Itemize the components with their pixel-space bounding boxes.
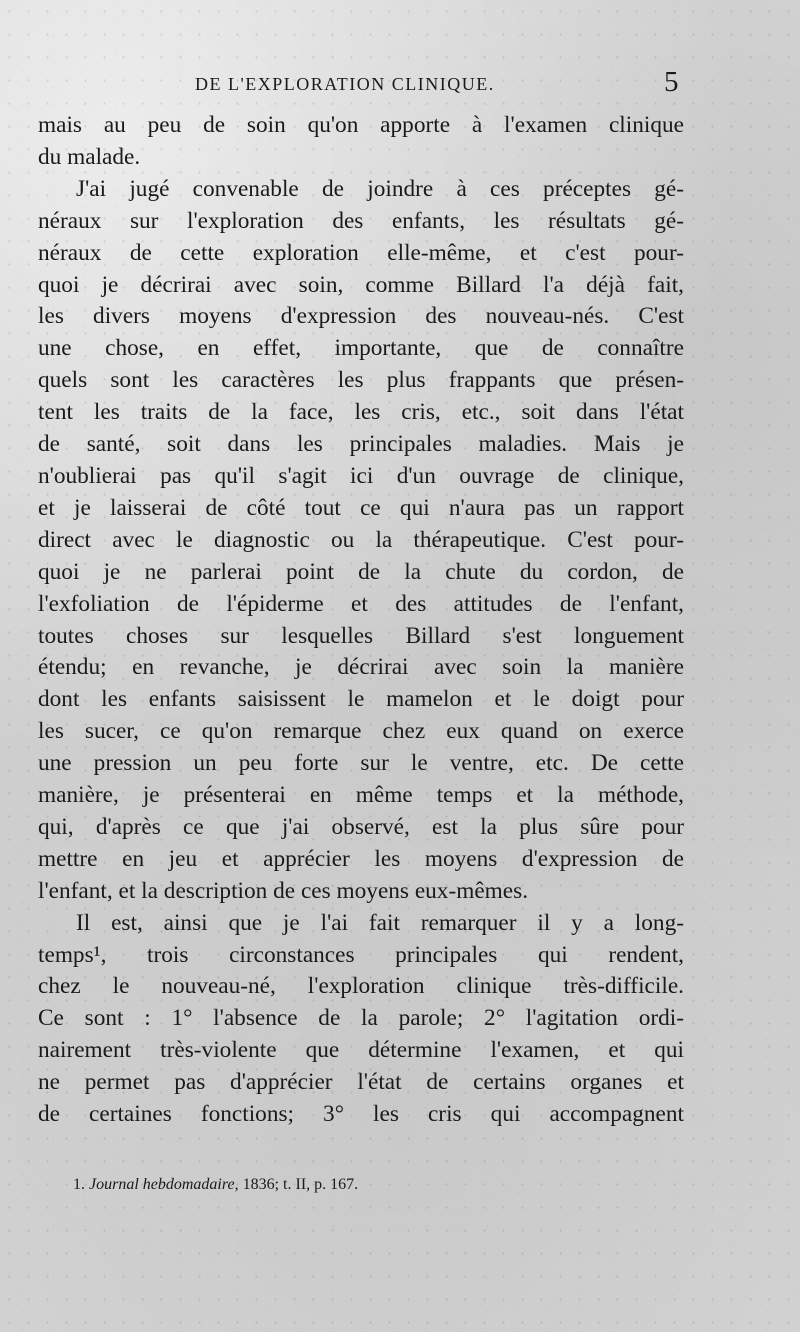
body-text [38,110,684,1131]
text-line: une pression un peu forte sur le ventre, etc. De cette [38,750,684,777]
paragraph-3 [38,908,684,1131]
paragraph-1 [38,110,684,174]
text-line: mettre en jeu et apprécier les moyens d'expression de [38,845,684,872]
text-line: néraux sur l'exploration des enfants, les résultats gé- [38,207,684,234]
text-line: une chose, en effet, importante, que de connaître [38,335,684,362]
text-line: l'exfoliation de l'épiderme et des attitudes de l'enfant, [38,590,684,617]
text-line: ne permet pas d'apprécier l'état de certains organes et [38,1069,684,1096]
text-line: nairement très-violente que détermine l'examen, et qui [38,1037,684,1064]
page-number: 5 [664,66,679,98]
text-line: de santé, soit dans les principales maladies. Mais je [38,431,684,458]
text-line: les divers moyens d'expression des nouveau-nés. C'est [38,303,684,330]
text-line: chez le nouveau-né, l'exploration clinique très-difficile. [38,973,684,1000]
text-line: direct avec le diagnostic ou la thérapeutique. C'est pour- [38,526,684,553]
text-line: Ce sont : 1° l'absence de la parole; 2° l'agitation ordi- [38,1005,684,1032]
text-line: J'ai jugé convenable de joindre à ces préceptes gé- [76,175,684,202]
text-line: manière, je présenterai en même temps et la méthode, [38,782,684,809]
footnote-source: Journal hebdomadaire [89,1176,235,1193]
running-head [0,66,800,110]
paragraph-2 [38,174,684,908]
text-line: étendu; en revanche, je décrirai avec soin la manière [38,654,684,681]
text-line: quels sont les caractères les plus frappants que présen- [38,367,684,394]
text-line: dont les enfants saisissent le mamelon et le doigt pour [38,686,684,713]
text-line: les sucer, ce qu'on remarque chez eux quand on exerce [38,718,684,745]
text-line: temps¹, trois circonstances principales qui rendent, [38,941,684,968]
text-line: néraux de cette exploration elle-même, et c'est pour- [38,239,684,266]
text-line: l'enfant, et la description de ces moyens eux-mêmes. [38,877,529,904]
text-line: tent les traits de la face, les cris, etc., soit dans l'état [38,399,684,426]
text-line: n'oublierai pas qu'il s'agit ici d'un ouvrage de clinique, [38,462,684,489]
text-line: mais au peu de soin qu'on apporte à l'examen clinique [38,112,684,138]
text-line: Il est, ainsi que je l'ai fait remarquer il y a long- [76,909,684,936]
text-line: qui, d'après ce que j'ai observé, est la plus sûre pour [38,813,684,840]
footnote-details: , 1836; t. II, p. 167. [234,1176,359,1193]
footnote-marker: 1. [73,1176,85,1193]
footnote [73,1176,358,1194]
text-line: de certaines fonctions; 3° les cris qui accompagnent [38,1101,684,1128]
text-line: du malade. [38,143,141,170]
text-line: quoi je décrirai avec soin, comme Billard l'a déjà fait, [38,271,684,298]
running-title: DE L'EXPLORATION CLINIQUE. [195,74,495,94]
text-line: quoi je ne parlerai point de la chute du cordon, de [38,558,684,585]
text-line: toutes choses sur lesquelles Billard s'est longuement [38,622,684,649]
text-line: et je laisserai de côté tout ce qui n'aura pas un rapport [38,494,684,521]
